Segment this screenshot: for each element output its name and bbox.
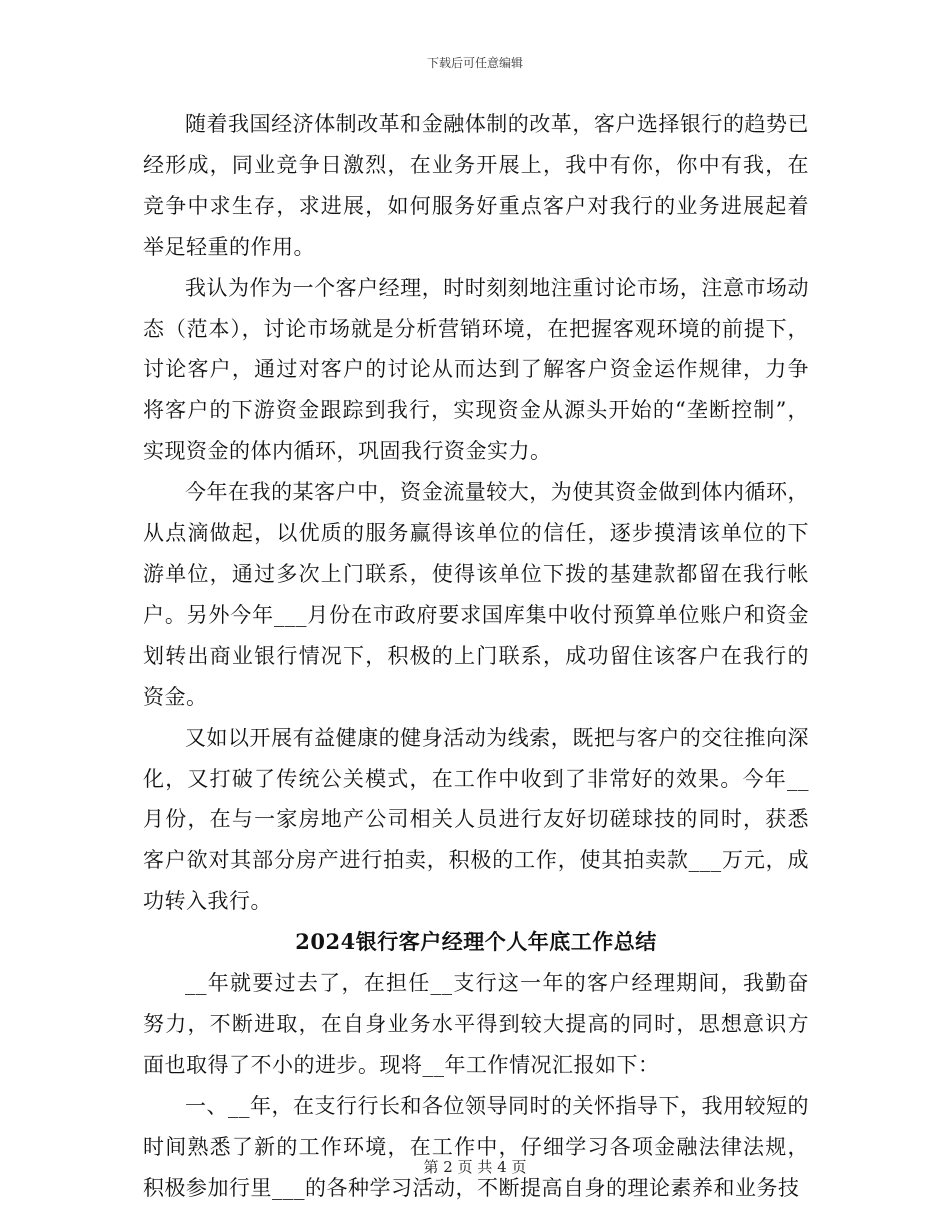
- paragraph-4: 又如以开展有益健康的健身活动为线索，既把与客户的交往推向深化，又打破了传统公关模式，在工作中收到了非常好的效果。今年__月份，在与一家房地产公司相关人员进行友好切磋球技的同时，获悉客户欲对其部分房产进行拍卖，积极的工作，使其拍卖款___万元，成功转入我行。: [143, 725, 809, 914]
- document-body: [143, 104, 809, 1208]
- section-paragraph-2: 一、__年，在支行行长和各位领导同时的关怀指导下，我用较短的时间熟悉了新的工作环境，在工作中，仔细学习各项金融法律法规，积极参加行里___的各种学习活动，不断提高自身的理论素养和业务技: [143, 1093, 809, 1200]
- page-header: 下载后可任意编辑: [426, 56, 523, 70]
- section-title: 2024银行客户经理个人年底工作总结: [295, 929, 657, 955]
- page-footer: 第 2 页 共 4 页: [423, 1158, 527, 1176]
- paragraph-3: 今年在我的某客户中，资金流量较大，为使其资金做到体内循环，从点滴做起，以优质的服务赢得该单位的信任，逐步摸清该单位的下游单位，通过多次上门联系，使得该单位下拨的基建款都留在我行帐户。另外今年___月份在市政府要求国库集中收付预算单位账户和资金划转出商业银行情况下，积极的上门联系，成功留住该客户在我行的资金。: [143, 480, 809, 709]
- paragraph-2: 我认为作为一个客户经理，时时刻刻地注重讨论市场，注意市场动态（范本），讨论市场就是分析营销环境，在把握客观环境的前提下，讨论客户，通过对客户的讨论从而达到了解客户资金运作规律，力争将客户的下游资金跟踪到我行，实现资金从源头开始的“垄断控制”，实现资金的体内循环，巩固我行资金实力。: [143, 275, 809, 464]
- paragraph-1: 随着我国经济体制改革和金融体制的改革，客户选择银行的趋势已经形成，同业竞争日激烈，在业务开展上，我中有你，你中有我，在竞争中求生存，求进展，如何服务好重点客户对我行的业务进展起着举足轻重的作用。: [143, 112, 809, 259]
- section-paragraph-1: __年就要过去了，在担任__支行这一年的客户经理期间，我勤奋努力，不断进取，在自身业务水平得到较大提高的同时，思想意识方面也取得了不小的进步。现将__年工作情况汇报如下：: [143, 971, 809, 1077]
